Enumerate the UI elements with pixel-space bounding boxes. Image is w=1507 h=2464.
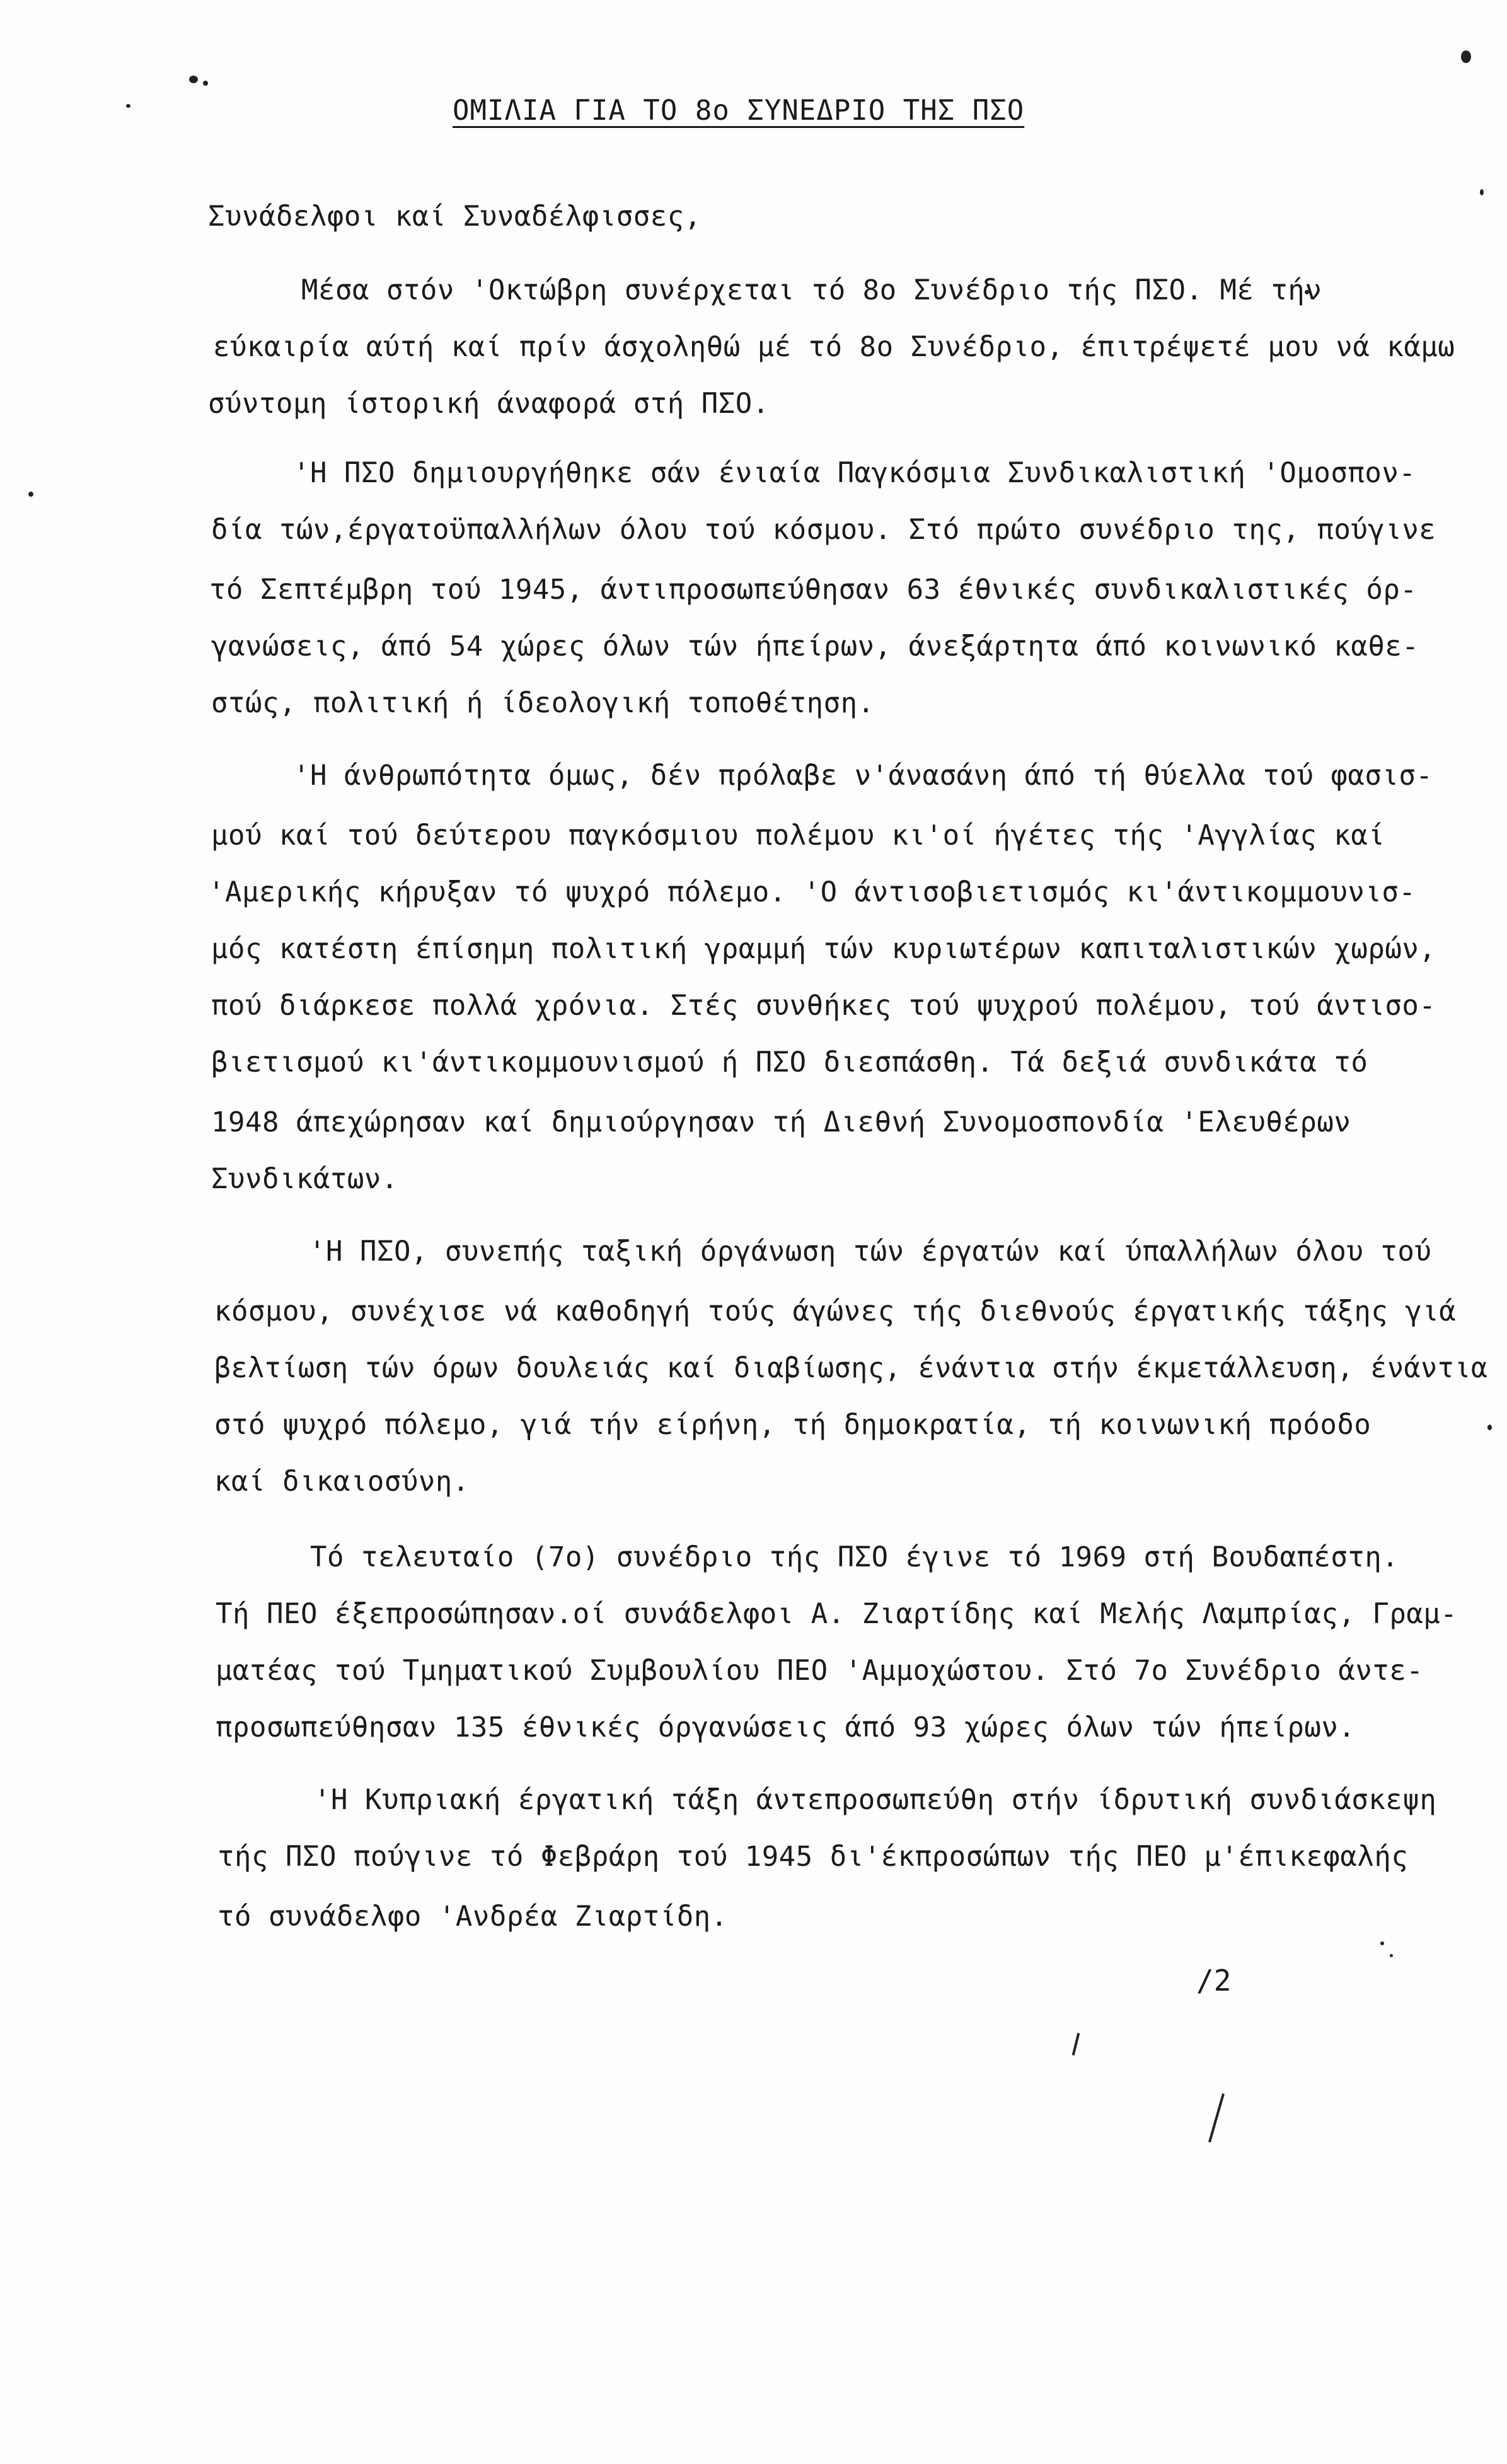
paragraph-line: 'Η Κυπριακή έργατική τάξη άντεπροσωπεύθη στήν ίδρυτική συνδιάσκεψη <box>314 1784 1437 1816</box>
paragraph-line: 'Η άνθρωπότητα όμως, δέν πρόλαβε ν'άνασάνη άπό τή θύελλα τού φασισ- <box>293 760 1433 792</box>
scan-speck <box>1480 189 1484 195</box>
paragraph-line: στό ψυχρό πόλεμο, γιά τήν είρήνη, τή δημοκρατία, τή κοινωνική πρόοδο <box>214 1409 1371 1441</box>
paragraph-line: 'Αμερικής κήρυξαν τό ψυχρό πόλεμο. 'Ο άντισοβιετισμός κι'άντικομμουνισ- <box>208 876 1416 908</box>
paragraph-line: κόσμου, συνέχισε νά καθοδηγή τούς άγώνες τής διεθνούς έργατικής τάξης γιά <box>214 1295 1457 1327</box>
paragraph-line: βιετισμού κι'άντικομμουνισμού ή ΠΣΟ διεσπάσθη. Τά δεξιά συνδικάτα τό <box>211 1046 1368 1079</box>
scan-speck <box>203 81 208 86</box>
paragraph-line: βελτίωση τών όρων δουλειάς καί διαβίωσης, ένάντια στήν έκμετάλλευση, ένάντια <box>214 1352 1488 1384</box>
paragraph-line: καί δικαιοσύνη. <box>214 1466 470 1498</box>
pen-stroke <box>1208 2093 1225 2143</box>
paragraph-line: Τή ΠΕΟ έξεπροσώπησαν.οί συνάδελφοι Α. Ζιαρτίδης καί Μελής Λαμπρίας, Γραμ- <box>216 1598 1458 1630</box>
paragraph-line: μού καί τού δεύτερου παγκόσμιου πολέμου κι'οί ήγέτες τής 'Αγγλίας καί <box>211 819 1385 852</box>
paragraph-line: τό Σεπτέμβρη τού 1945, άντιπροσωπεύθησαν 63 έθνικές συνδικαλιστικές όρ- <box>209 574 1418 606</box>
paragraph-line: Συνδικάτων. <box>211 1163 398 1195</box>
paragraph-line: στώς, πολιτική ή ίδεολογική τοποθέτηση. <box>211 687 875 719</box>
paragraph-line: τό συνάδελφο 'Ανδρέα Ζιαρτίδη. <box>217 1900 728 1933</box>
pen-stroke <box>1072 2033 1080 2056</box>
paragraph-line: μός κατέστη έπίσημη πολιτική γραμμή τών κυριωτέρων καπιταλιστικών χωρών, <box>211 933 1436 965</box>
paragraph-line: πού διάρκεσε πολλά χρόνια. Στές συνθήκες τού ψυχρού πολέμου, τού άντισο- <box>211 990 1436 1022</box>
document-title: ΟΜΙΛΙΑ ΓΙΑ ΤΟ 8ο ΣΥΝΕΔΡΙΟ ΤΗΣ ΠΣΟ <box>453 95 1025 127</box>
paragraph-line: Μέσα στόν 'Οκτώβρη συνέρχεται τό 8ο Συνέδριο τής ΠΣΟ. Μέ τήν <box>301 274 1322 306</box>
paragraph-line: δία τών,έργατοϋπαλλήλων όλου τού κόσμου. Στό πρώτο συνέδριο της, πούγινε <box>211 514 1436 546</box>
scan-speck <box>1487 1425 1492 1430</box>
paragraph-line: σύντομη ίστορική άναφορά στή ΠΣΟ. <box>208 388 770 420</box>
paragraph-line: Τό τελευταίο (7ο) συνέδριο τής ΠΣΟ έγινε τό 1969 στή Βουδαπέστη. <box>310 1541 1399 1573</box>
paragraph-line: εύκαιρία αύτή καί πρίν άσχοληθώ μέ τό 8ο Συνέδριο, έπιτρέψετέ μου νά κάμω <box>213 331 1455 363</box>
scan-speck <box>1390 1954 1393 1957</box>
scan-speck <box>1380 1941 1384 1945</box>
scan-speck <box>28 492 33 497</box>
page-marker: /2 <box>1196 1964 1232 1998</box>
scan-speck <box>189 76 198 83</box>
paragraph-line: 'Η ΠΣΟ δημιουργήθηκε σάν ένιαία Παγκόσμια Συνδικαλιστική 'Ομοσπον- <box>293 457 1416 489</box>
paragraph-line: προσωπεύθησαν 135 έθνικές όργανώσεις άπό 93 χώρες όλων τών ήπείρων. <box>216 1711 1356 1744</box>
paragraph-line: 1948 άπεχώρησαν καί δημιούργησαν τή Διεθνή Συνομοσπονδία 'Ελευθέρων <box>211 1106 1351 1138</box>
paragraph-line: 'Η ΠΣΟ, συνεπής ταξική όργάνωση τών έργατών καί ύπαλλήλων όλου τού <box>309 1235 1432 1268</box>
paragraph-line: γανώσεις, άπό 54 χώρες όλων τών ήπείρων, άνεξάρτητα άπό κοινωνικό καθε- <box>211 630 1419 662</box>
scan-speck <box>126 104 130 108</box>
salutation: Συνάδελφοι καί Συναδέλφισσες, <box>208 200 702 233</box>
paragraph-line: τής ΠΣΟ πούγινε τό Φεβράρη τού 1945 δι'έκπροσώπων τής ΠΕΟ μ'έπικεφαλής <box>217 1841 1409 1873</box>
scan-speck <box>1461 50 1471 63</box>
paragraph-line: ματέας τού Τμηματικού Συμβουλίου ΠΕΟ 'Αμμοχώστου. Στό 7ο Συνέδριο άντε- <box>216 1655 1424 1687</box>
